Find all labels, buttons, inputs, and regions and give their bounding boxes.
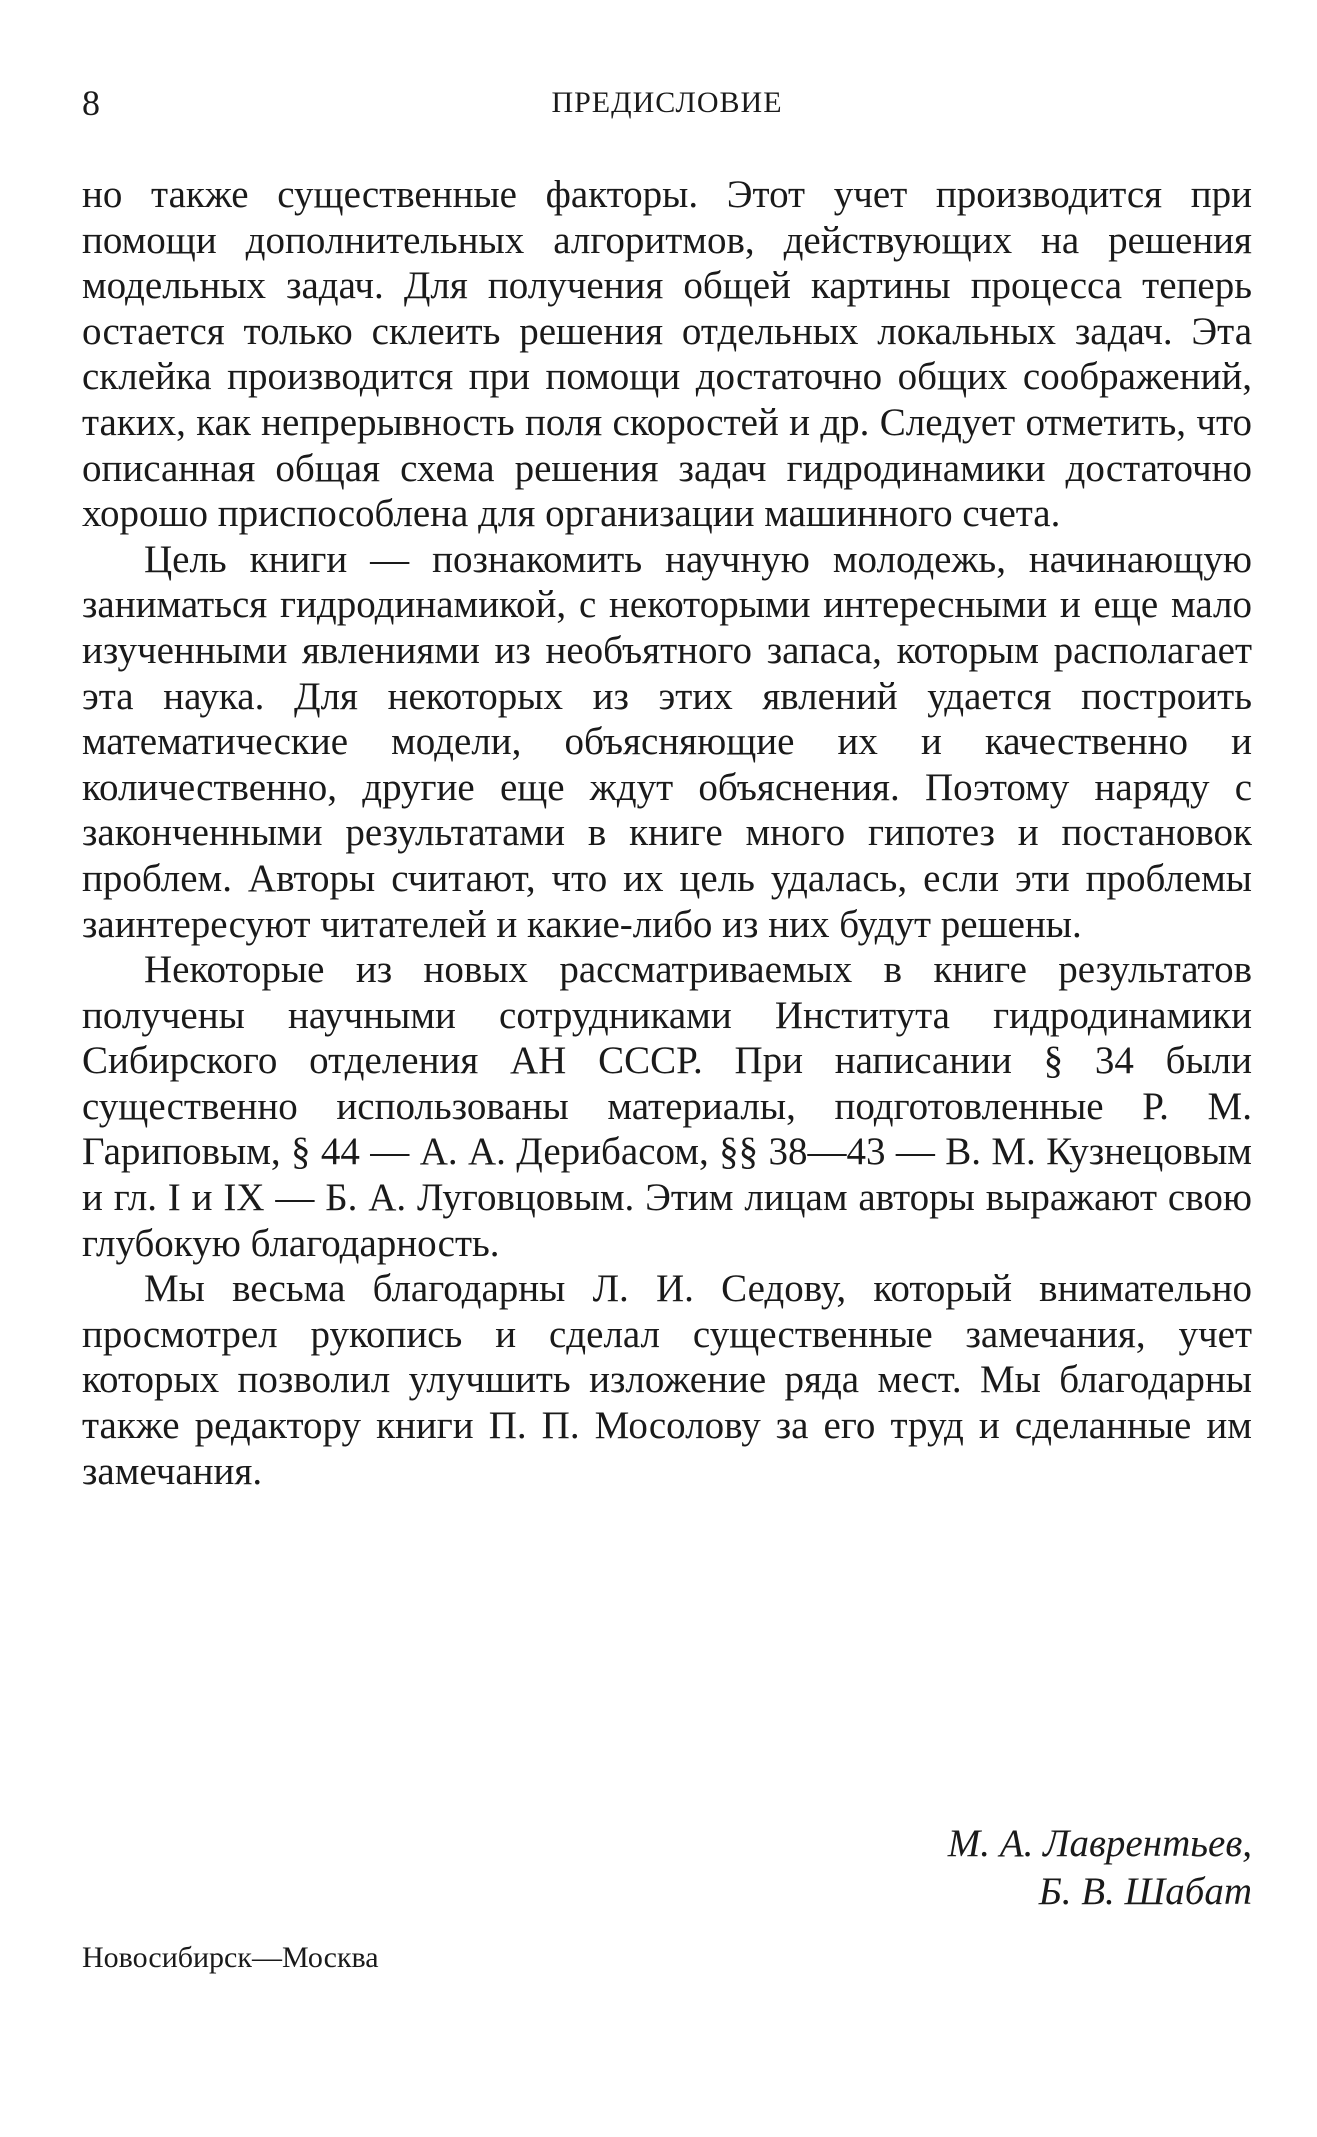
signature-lavrentyev: М. А. Лаврентьев,: [947, 1822, 1252, 1865]
signature-shabat: Б. В. Шабат: [1038, 1870, 1252, 1913]
paragraph-3: Некоторые из новых рассматриваемых в книге результатов получены научными сотрудниками Института гидродинамики Сибирского отделения АН СССР. При написании § 34 были существенно использованы материалы, подготовленные Р. М. Гариповым, § 44 — А. А. Дерибасом, §§ 38—43 — В. М. Кузнецовым и гл. I и IX — Б. А. Луговцовым. Этим лицам авторы выражают свою глубокую благодарность.: [82, 948, 1252, 1265]
page-number: 8: [82, 83, 100, 123]
running-head: ПРЕДИСЛОВИЕ: [551, 86, 783, 119]
place-of-writing: Новосибирск—Москва: [82, 1941, 379, 1974]
body-text: [82, 172, 1252, 1494]
author-signatures: [948, 1820, 1252, 1916]
page-header: [82, 78, 1252, 128]
paragraph-2: Цель книги — познакомить научную молодежь, начинающую заниматься гидродинамикой, с некоторыми интересными и еще мало изученными явлениями из необъятного запаса, которым располагает эта наука. Для некоторых из этих явлений удается построить математические модели, объясняющие их и качественно и количественно, другие еще ждут объяснения. Поэтому наряду с законченными результатами в книге много гипотез и постановок проблем. Авторы считают, что их цель удалась, если эти проблемы заинтересуют читателей и какие-либо из них будут решены.: [82, 537, 1252, 946]
paragraph-1: но также существенные факторы. Этот учет производится при помощи дополнительных алгоритмов, действующих на решения модельных задач. Для получения общей картины процесса теперь остается только склеить решения отдельных локальных задач. Эта склейка производится при помощи достаточно общих соображений, таких, как непрерывность поля скоростей и др. Следует отметить, что описанная общая схема решения задач гидродинамики достаточно хорошо приспособлена для организации машинного счета.: [82, 173, 1252, 536]
paragraph-4: Мы весьма благодарны Л. И. Седову, который внимательно просмотрел рукопись и сделал существенные замечания, учет которых позволил улучшить изложение ряда мест. Мы благодарны также редактору книги П. П. Мосолову за его труд и сделанные им замечания.: [82, 1267, 1252, 1493]
